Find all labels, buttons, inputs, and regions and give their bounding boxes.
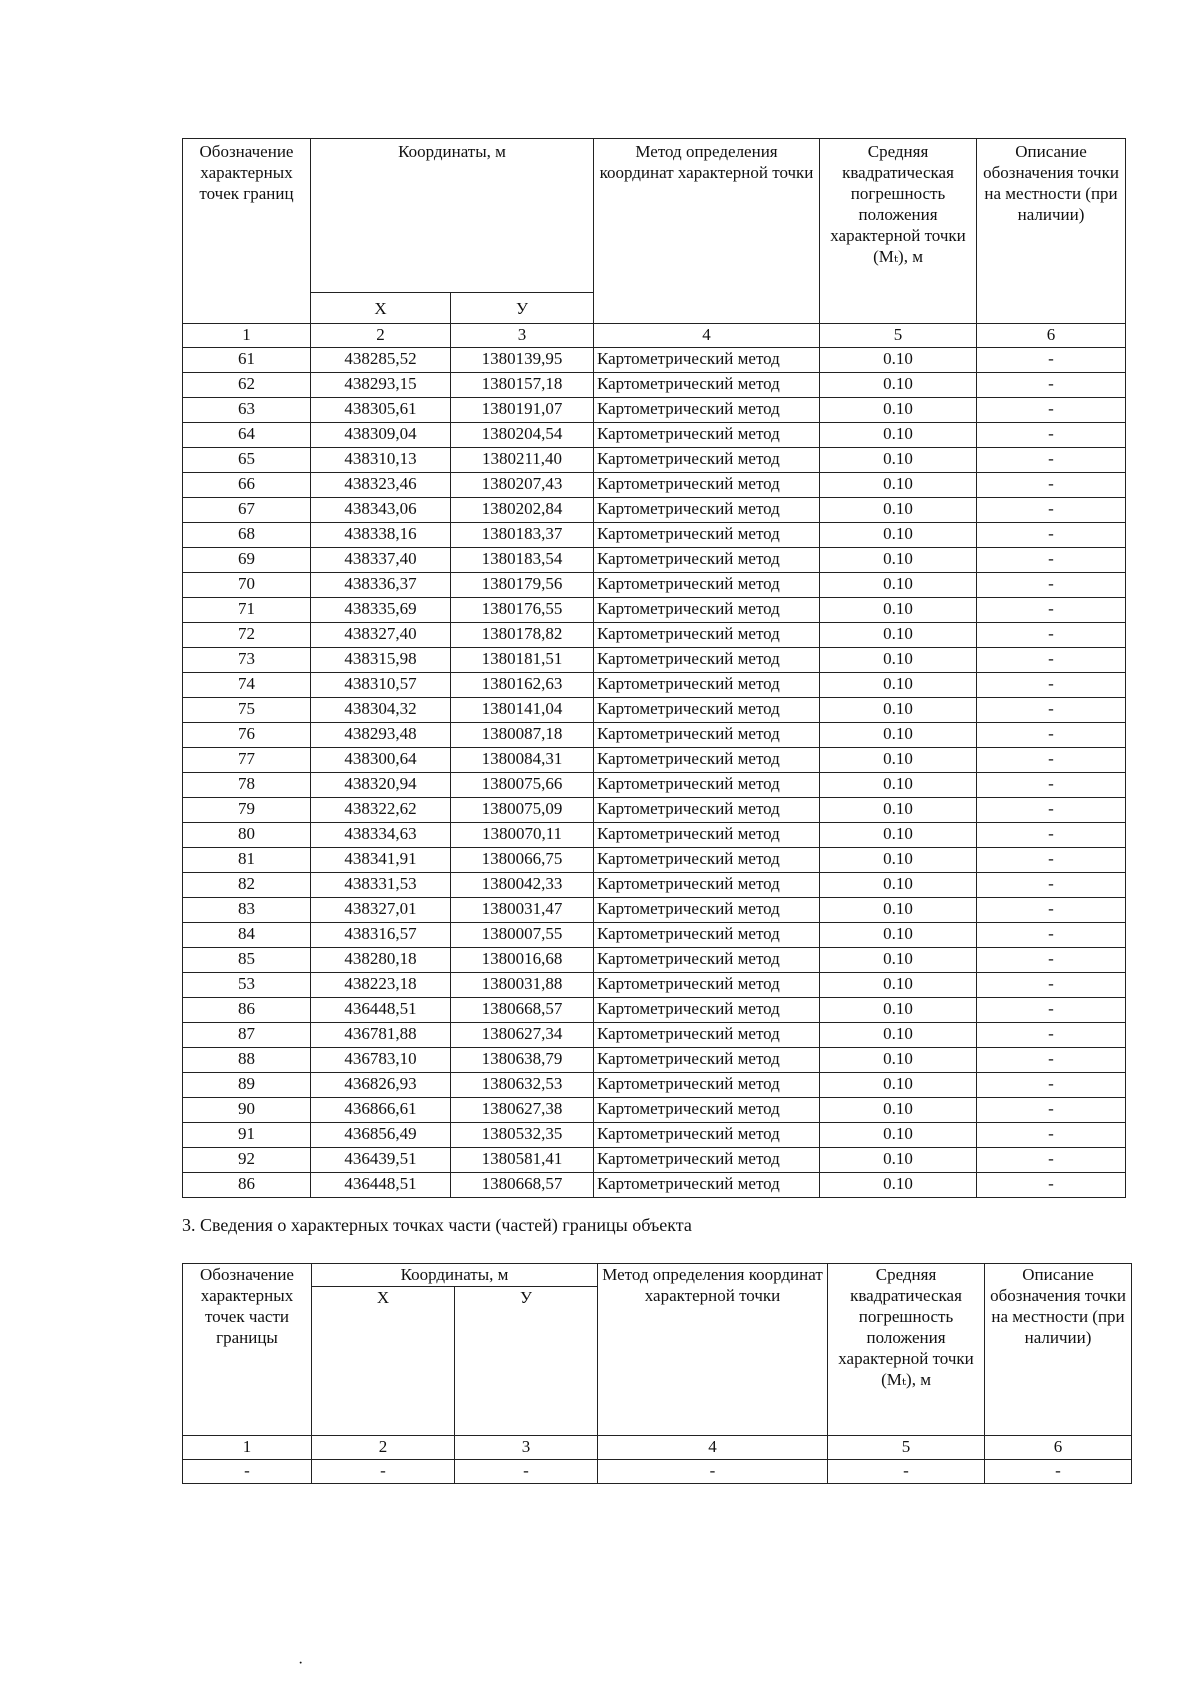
table-cell: Картометрический метод: [594, 898, 820, 923]
table-row: [183, 748, 1126, 773]
table-cell: 0.10: [820, 573, 977, 598]
table-cell: 1380202,84: [451, 498, 594, 523]
column-number: 4: [594, 324, 820, 348]
column-number: 4: [598, 1436, 828, 1460]
table-cell: 438310,13: [311, 448, 451, 473]
table-cell: 1380183,37: [451, 523, 594, 548]
table-cell: 0.10: [820, 848, 977, 873]
table-cell: 0.10: [820, 473, 977, 498]
header-x: X: [311, 293, 451, 324]
table-cell: 438316,57: [311, 923, 451, 948]
table-row: [183, 1173, 1126, 1198]
table-row: [183, 448, 1126, 473]
table-cell: Картометрический метод: [594, 548, 820, 573]
table-cell: 71: [183, 598, 311, 623]
table-cell: -: [977, 948, 1126, 973]
table-cell: 438331,53: [311, 873, 451, 898]
table-row: [183, 1148, 1126, 1173]
table-cell: 1380141,04: [451, 698, 594, 723]
table-cell: 438327,40: [311, 623, 451, 648]
table-cell: 0.10: [820, 648, 977, 673]
table-cell: 0.10: [820, 1048, 977, 1073]
table-row: [183, 648, 1126, 673]
table-cell: 92: [183, 1148, 311, 1173]
table-cell: Картометрический метод: [594, 1173, 820, 1198]
column-number: 2: [311, 324, 451, 348]
table-cell: 438335,69: [311, 598, 451, 623]
table-cell: 1380532,35: [451, 1123, 594, 1148]
table-cell: -: [977, 623, 1126, 648]
table-cell: 91: [183, 1123, 311, 1148]
table-cell: -: [977, 673, 1126, 698]
table-cell: Картометрический метод: [594, 473, 820, 498]
table-cell: 436781,88: [311, 1023, 451, 1048]
table-cell: Картометрический метод: [594, 698, 820, 723]
table-cell: 63: [183, 398, 311, 423]
table-cell: 436448,51: [311, 1173, 451, 1198]
table-cell: 0.10: [820, 373, 977, 398]
header-point: Обозначение характерных точек части границы: [183, 1264, 312, 1436]
table-cell: 1380066,75: [451, 848, 594, 873]
table-cell: 1380178,82: [451, 623, 594, 648]
table-cell: -: [977, 423, 1126, 448]
table-cell: 1380042,33: [451, 873, 594, 898]
table-cell: -: [977, 898, 1126, 923]
table-cell: 438293,48: [311, 723, 451, 748]
header-coords: Координаты, м: [312, 1264, 597, 1287]
table-cell: 64: [183, 423, 311, 448]
column-number: 1: [183, 1436, 312, 1460]
table-cell: 86: [183, 998, 311, 1023]
table-cell: Картометрический метод: [594, 623, 820, 648]
table-cell: 1380211,40: [451, 448, 594, 473]
table-cell: 1380627,34: [451, 1023, 594, 1048]
table-cell: -: [977, 1073, 1126, 1098]
table-cell: -: [977, 748, 1126, 773]
table-cell: 1380668,57: [451, 998, 594, 1023]
table-cell: Картометрический метод: [594, 948, 820, 973]
table-row: [183, 998, 1126, 1023]
table-cell: 87: [183, 1023, 311, 1048]
table-cell: -: [977, 698, 1126, 723]
table-cell: 1380087,18: [451, 723, 594, 748]
table-cell: 69: [183, 548, 311, 573]
table-cell: -: [977, 548, 1126, 573]
table-cell: 0.10: [820, 798, 977, 823]
table-cell: 1380668,57: [451, 1173, 594, 1198]
table-cell: -: [977, 448, 1126, 473]
header-method: Метод определения координат характерной точки: [598, 1264, 828, 1436]
table-row: [183, 673, 1126, 698]
table-row: [183, 948, 1126, 973]
table-cell: Картометрический метод: [594, 1073, 820, 1098]
table-cell: 74: [183, 673, 311, 698]
table-cell: 61: [183, 348, 311, 373]
table-row: [183, 873, 1126, 898]
table-row: [183, 823, 1126, 848]
column-number: 6: [977, 324, 1126, 348]
table-cell: 0.10: [820, 548, 977, 573]
table-cell: 89: [183, 1073, 311, 1098]
table-cell: Картометрический метод: [594, 348, 820, 373]
table-row: [183, 773, 1126, 798]
table-cell: 1380638,79: [451, 1048, 594, 1073]
table-cell: Картометрический метод: [594, 1023, 820, 1048]
table-cell: 66: [183, 473, 311, 498]
table-cell: 438223,18: [311, 973, 451, 998]
table-row: [183, 623, 1126, 648]
table-row: [183, 573, 1126, 598]
column-number: 5: [820, 324, 977, 348]
header-x: X: [312, 1287, 455, 1435]
table-cell: 436439,51: [311, 1148, 451, 1173]
table-cell: 438343,06: [311, 498, 451, 523]
table-cell: -: [977, 573, 1126, 598]
table-cell: -: [455, 1460, 598, 1484]
header-point: Обозначение характерных точек границ: [183, 139, 311, 324]
table-cell: 438327,01: [311, 898, 451, 923]
table-cell: -: [977, 498, 1126, 523]
table-cell: 88: [183, 1048, 311, 1073]
table-cell: 0.10: [820, 748, 977, 773]
table-cell: 1380627,38: [451, 1098, 594, 1123]
table-cell: 1380031,47: [451, 898, 594, 923]
table-cell: -: [977, 923, 1126, 948]
column-number: 2: [312, 1436, 455, 1460]
table-cell: -: [977, 1148, 1126, 1173]
table-cell: Картометрический метод: [594, 773, 820, 798]
table-cell: 0.10: [820, 623, 977, 648]
table-cell: 0.10: [820, 898, 977, 923]
table-cell: 0.10: [820, 673, 977, 698]
table-row: [183, 1123, 1126, 1148]
table-cell: 1380016,68: [451, 948, 594, 973]
table-cell: 0.10: [820, 398, 977, 423]
table-cell: 438310,57: [311, 673, 451, 698]
table-cell: 438336,37: [311, 573, 451, 598]
table-cell: 1380162,63: [451, 673, 594, 698]
table-row: [183, 1048, 1126, 1073]
table-cell: 0.10: [820, 723, 977, 748]
table-cell: -: [977, 873, 1126, 898]
table-cell: Картометрический метод: [594, 848, 820, 873]
table-cell: 1380179,56: [451, 573, 594, 598]
table-cell: -: [977, 398, 1126, 423]
table-cell: 0.10: [820, 948, 977, 973]
table-cell: 438320,94: [311, 773, 451, 798]
header-coords-group: [312, 1264, 598, 1436]
table-cell: Картометрический метод: [594, 523, 820, 548]
table-cell: 1380632,53: [451, 1073, 594, 1098]
table-cell: 1380204,54: [451, 423, 594, 448]
table-cell: 0.10: [820, 998, 977, 1023]
table-cell: 1380183,54: [451, 548, 594, 573]
column-number: 1: [183, 324, 311, 348]
table-cell: 1380181,51: [451, 648, 594, 673]
table-cell: 436856,49: [311, 1123, 451, 1148]
table-cell: Картометрический метод: [594, 798, 820, 823]
table-cell: 1380139,95: [451, 348, 594, 373]
table-cell: 65: [183, 448, 311, 473]
table-cell: 85: [183, 948, 311, 973]
table-cell: Картометрический метод: [594, 923, 820, 948]
table-cell: 438304,32: [311, 698, 451, 723]
table-cell: 0.10: [820, 1148, 977, 1173]
table-cell: 1380070,11: [451, 823, 594, 848]
table-cell: Картометрический метод: [594, 598, 820, 623]
table-cell: 0.10: [820, 698, 977, 723]
table-cell: -: [977, 1173, 1126, 1198]
table-cell: 438305,61: [311, 398, 451, 423]
table-cell: 438322,62: [311, 798, 451, 823]
table-row: [183, 373, 1126, 398]
column-number: 5: [828, 1436, 985, 1460]
table-cell: 438334,63: [311, 823, 451, 848]
table-row: [183, 973, 1126, 998]
table-cell: 0.10: [820, 823, 977, 848]
table-cell: 84: [183, 923, 311, 948]
scan-speck: ·: [298, 1655, 304, 1672]
table-cell: 438293,15: [311, 373, 451, 398]
table-row: [183, 423, 1126, 448]
table-cell: Картометрический метод: [594, 873, 820, 898]
table-cell: Картометрический метод: [594, 1148, 820, 1173]
table-cell: Картометрический метод: [594, 1048, 820, 1073]
table-cell: 1380084,31: [451, 748, 594, 773]
table-row: [183, 1098, 1126, 1123]
table-cell: 1380007,55: [451, 923, 594, 948]
table-cell: -: [977, 823, 1126, 848]
table-cell: 436448,51: [311, 998, 451, 1023]
table-cell: -: [977, 598, 1126, 623]
table-cell: 0.10: [820, 498, 977, 523]
table-cell: 72: [183, 623, 311, 648]
table-cell: 1380075,66: [451, 773, 594, 798]
boundary-points-body: [183, 348, 1126, 1198]
table-cell: 1380157,18: [451, 373, 594, 398]
header-description: Описание обозначения точки на местности (при наличии): [977, 139, 1126, 324]
table-row: [183, 1023, 1126, 1048]
table-cell: -: [985, 1460, 1132, 1484]
table-cell: 78: [183, 773, 311, 798]
table-cell: 68: [183, 523, 311, 548]
table-cell: 67: [183, 498, 311, 523]
table-cell: 438300,64: [311, 748, 451, 773]
table-cell: 53: [183, 973, 311, 998]
table-cell: Картометрический метод: [594, 398, 820, 423]
table-cell: -: [977, 848, 1126, 873]
table-cell: Картометрический метод: [594, 973, 820, 998]
table-cell: 0.10: [820, 1023, 977, 1048]
table-row: [183, 348, 1126, 373]
table-cell: 0.10: [820, 873, 977, 898]
table-cell: Картометрический метод: [594, 648, 820, 673]
boundary-points-table: [182, 138, 1126, 1198]
table-cell: 438337,40: [311, 548, 451, 573]
table-cell: -: [977, 798, 1126, 823]
table-cell: -: [977, 1023, 1126, 1048]
table-cell: 436783,10: [311, 1048, 451, 1073]
table-cell: -: [828, 1460, 985, 1484]
table-cell: -: [977, 1048, 1126, 1073]
table-cell: 70: [183, 573, 311, 598]
table-cell: -: [977, 523, 1126, 548]
table-cell: 1380581,41: [451, 1148, 594, 1173]
header-y: У: [520, 1288, 533, 1307]
column-number: 3: [451, 324, 594, 348]
table-row: [183, 898, 1126, 923]
header-y: У: [451, 293, 594, 324]
table-cell: 77: [183, 748, 311, 773]
table-row: [183, 723, 1126, 748]
table-cell: 73: [183, 648, 311, 673]
table-cell: Картометрический метод: [594, 423, 820, 448]
table-cell: 0.10: [820, 923, 977, 948]
table-cell: -: [977, 348, 1126, 373]
table-cell: 438323,46: [311, 473, 451, 498]
table-cell: Картометрический метод: [594, 573, 820, 598]
table-cell: -: [977, 1123, 1126, 1148]
table-cell: -: [977, 648, 1126, 673]
table-cell: -: [977, 373, 1126, 398]
table-cell: 0.10: [820, 1123, 977, 1148]
table-cell: Картометрический метод: [594, 373, 820, 398]
part-boundary-points-table: [182, 1263, 1132, 1484]
table-cell: 0.10: [820, 448, 977, 473]
table-cell: 438315,98: [311, 648, 451, 673]
table-cell: -: [977, 773, 1126, 798]
table-cell: 438285,52: [311, 348, 451, 373]
table-row: [183, 923, 1126, 948]
table-cell: 0.10: [820, 973, 977, 998]
table-cell: 1380191,07: [451, 398, 594, 423]
table-cell: 0.10: [820, 523, 977, 548]
table-cell: 0.10: [820, 1073, 977, 1098]
table-row: [183, 1073, 1126, 1098]
header-coords: Координаты, м: [311, 139, 594, 293]
table-cell: Картометрический метод: [594, 1098, 820, 1123]
header-description: Описание обозначения точки на местности (при наличии): [985, 1264, 1132, 1436]
table-cell: 79: [183, 798, 311, 823]
table-cell: 436866,61: [311, 1098, 451, 1123]
table-cell: Картометрический метод: [594, 823, 820, 848]
table-cell: 1380031,88: [451, 973, 594, 998]
table-cell: 438309,04: [311, 423, 451, 448]
table-cell: 438280,18: [311, 948, 451, 973]
table-row: [183, 598, 1126, 623]
table-cell: Картометрический метод: [594, 448, 820, 473]
table-row: [183, 523, 1126, 548]
table-cell: 90: [183, 1098, 311, 1123]
table-cell: 1380207,43: [451, 473, 594, 498]
table-cell: 0.10: [820, 423, 977, 448]
table-cell: 438341,91: [311, 848, 451, 873]
header-error: Средняя квадратическая погрешность положения характерной точки (Mₜ), м: [828, 1264, 985, 1436]
table-cell: 1380176,55: [451, 598, 594, 623]
table-cell: 1380075,09: [451, 798, 594, 823]
table-row: [183, 398, 1126, 423]
table-cell: 436826,93: [311, 1073, 451, 1098]
table-cell: 81: [183, 848, 311, 873]
table-cell: 80: [183, 823, 311, 848]
table-cell: -: [312, 1460, 455, 1484]
table-cell: 0.10: [820, 348, 977, 373]
table-cell: Картометрический метод: [594, 498, 820, 523]
table-cell: 76: [183, 723, 311, 748]
table-cell: Картометрический метод: [594, 723, 820, 748]
table-cell: Картометрический метод: [594, 1123, 820, 1148]
table-row: [183, 698, 1126, 723]
table-cell: 83: [183, 898, 311, 923]
table-cell: 0.10: [820, 1098, 977, 1123]
table-cell: 75: [183, 698, 311, 723]
table-cell: 86: [183, 1173, 311, 1198]
table-cell: -: [183, 1460, 312, 1484]
table-row: [183, 548, 1126, 573]
table-row: [183, 473, 1126, 498]
table-cell: 0.10: [820, 598, 977, 623]
table-cell: -: [977, 998, 1126, 1023]
table-row: [183, 498, 1126, 523]
table-cell: 62: [183, 373, 311, 398]
table-cell: -: [977, 973, 1126, 998]
column-number: 6: [985, 1436, 1132, 1460]
table-cell: -: [977, 723, 1126, 748]
table-row: [183, 798, 1126, 823]
table-cell: Картометрический метод: [594, 998, 820, 1023]
column-number: 3: [455, 1436, 598, 1460]
table-cell: -: [598, 1460, 828, 1484]
header-error: Средняя квадратическая погрешность положения характерной точки (Mₜ), м: [820, 139, 977, 324]
table-cell: 0.10: [820, 1173, 977, 1198]
table-cell: -: [977, 473, 1126, 498]
table-cell: Картометрический метод: [594, 748, 820, 773]
table-cell: Картометрический метод: [594, 673, 820, 698]
table-row: [183, 848, 1126, 873]
table-cell: 438338,16: [311, 523, 451, 548]
section-heading: 3. Сведения о характерных точках части (частей) границы объекта: [182, 1215, 692, 1235]
header-method: Метод определения координат характерной точки: [594, 139, 820, 324]
table-cell: 0.10: [820, 773, 977, 798]
table-cell: 82: [183, 873, 311, 898]
table-cell: -: [977, 1098, 1126, 1123]
